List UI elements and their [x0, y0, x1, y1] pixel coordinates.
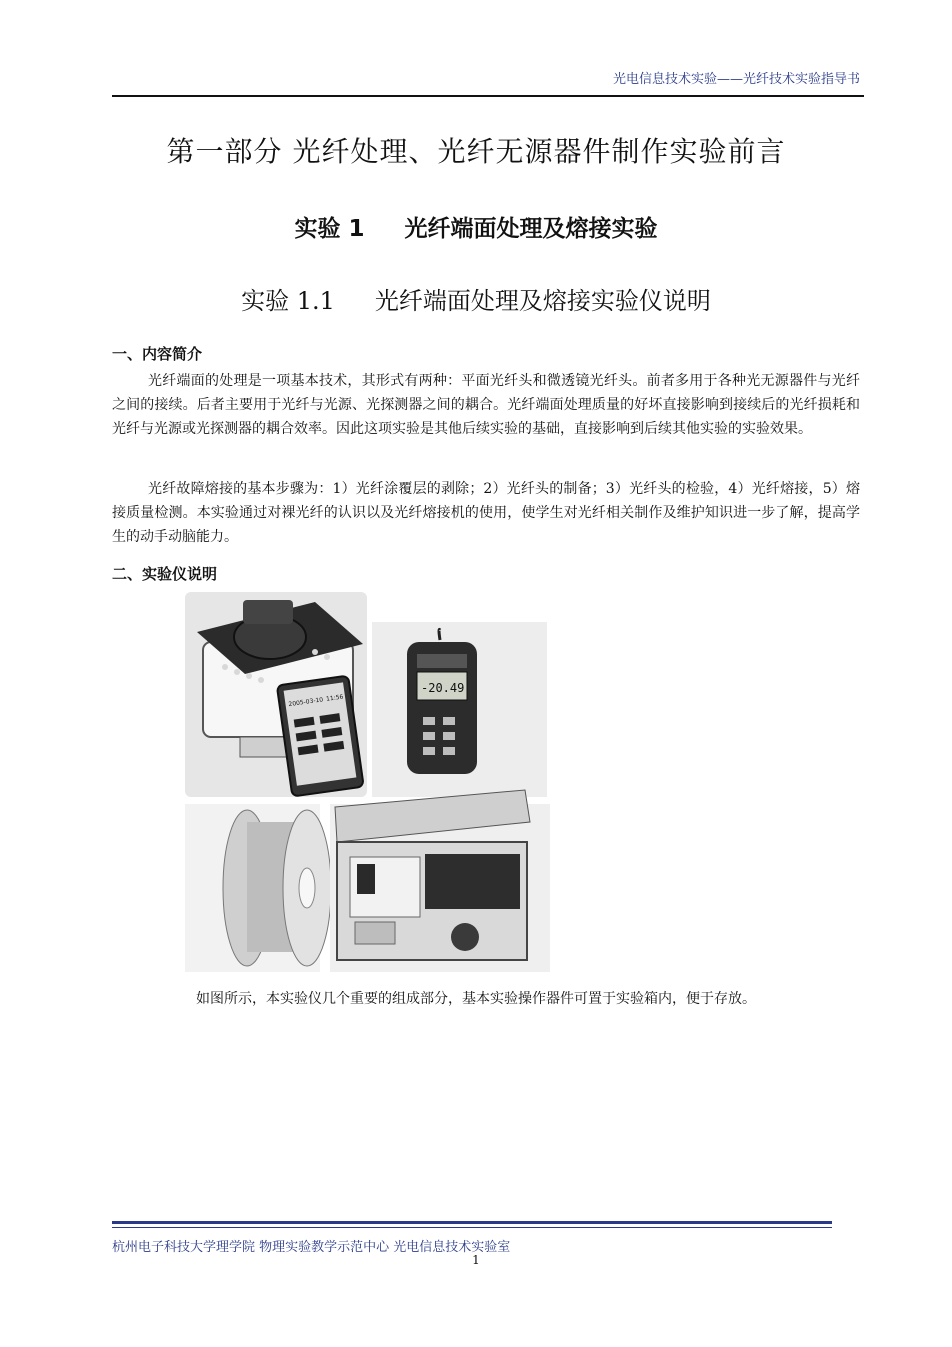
power-meter-image: [407, 629, 477, 774]
running-header: 光电信息技术实验——光纤技术实验指导书: [612, 72, 860, 87]
sub-experiment-number: 实验 1.1: [241, 287, 335, 315]
experiment-case-image: [330, 790, 550, 972]
page-number: 1: [472, 1253, 480, 1267]
experiment-name: 光纤端面处理及熔接实验: [404, 216, 658, 242]
intro-paragraph-2: 光纤故障熔接的基本步骤为：1）光纤涂覆层的剥除；2）光纤头的制备；3）光纤头的检验，4）光纤熔接，5）熔接质量检测。本实验通过对裸光纤的认识以及光纤熔接机的使用，使学生对光纤相关制作及维护知识进一步了解，提高学生的动手动脑能力。: [112, 481, 860, 545]
splicer-time: 11:56: [325, 693, 344, 703]
sub-experiment-name: 光纤端面处理及熔接实验仪说明: [374, 287, 711, 315]
footer-rule-thin: [112, 1227, 832, 1228]
sub-experiment-title: [0, 281, 952, 316]
footer-rule-thick: [112, 1221, 832, 1224]
splicer-date: 2005-03-10: [288, 696, 324, 709]
figure-caption: 如图所示，本实验仪几个重要的组成部分，基本实验操作器件可置于实验箱内，便于存放。: [196, 991, 756, 1007]
experiment-number: 实验 1: [294, 216, 365, 242]
section-heading-intro: 一、内容简介: [112, 345, 203, 363]
part-title: 第一部分 光纤处理、光纤无源器件制作实验前言: [166, 135, 786, 168]
intro-paragraph-1: 光纤端面的处理是一项基本技术，其形式有两种：平面光纤头和微透镜光纤头。前者多用于各种光无源器件与光纤之间的接续。后者主要用于光纤与光源、光探测器之间的耦合。光纤端面处理质量的好坏直接影响到接续后的光纤损耗和光纤与光源或光探测器的耦合效率。因此这项实验是其他后续实验的基础，直接影响到后续其他实验的实验效果。: [112, 373, 860, 437]
meter-display: -20.49: [421, 681, 465, 695]
section-heading-instrument: 二、实验仪说明: [112, 565, 218, 583]
footer-institution: 杭州电子科技大学理学院 物理实验教学示范中心 光电信息技术实验室: [112, 1240, 511, 1255]
instrument-photo: [185, 592, 550, 972]
experiment-title: [0, 210, 952, 243]
header-rule: [112, 95, 864, 97]
fiber-spool-image: [185, 804, 331, 972]
